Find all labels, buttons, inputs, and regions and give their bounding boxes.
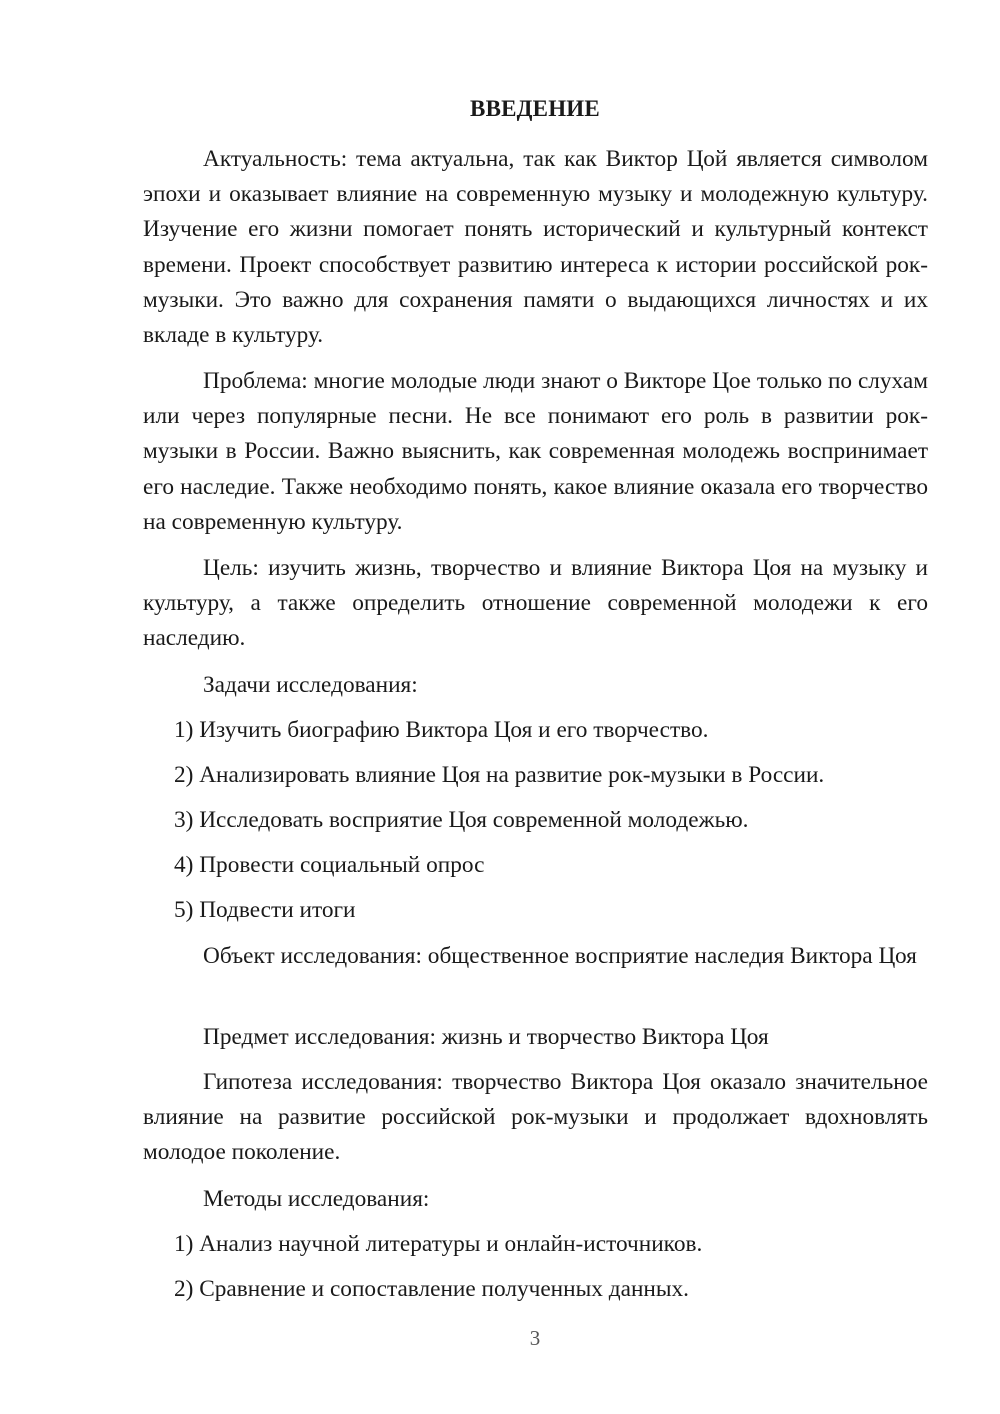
goal-paragraph: Цель: изучить жизнь, творчество и влияние Виктора Цоя на музыку и культуру, а также определить отношение современной молодежи к его наследию. xyxy=(143,555,928,652)
task-item: 5) Подвести итоги xyxy=(174,897,356,923)
relevance-paragraph: Актуальность: тема актуальна, так как Виктор Цой является символом эпохи и оказывает влияние на современную музыку и молодежную культуру. Изучение его жизни помогает понять исторический и культурный контекст времени. Проект способствует развитию интереса к истории российской рок-музыки. Это важно для сохранения памяти о выдающихся личностях и их вкладе в культуру. xyxy=(143,146,928,349)
tasks-title: Задачи исследования: xyxy=(203,672,418,698)
methods-title: Методы исследования: xyxy=(203,1186,430,1212)
task-item: 1) Изучить биографию Виктора Цоя и его творчество. xyxy=(174,717,709,743)
subject-line: Предмет исследования: жизнь и творчество Виктора Цоя xyxy=(203,1024,769,1050)
task-item: 4) Провести социальный опрос xyxy=(174,852,485,878)
task-item: 2) Анализировать влияние Цоя на развитие рок-музыки в России. xyxy=(174,762,825,788)
hypothesis-paragraph: Гипотеза исследования: творчество Виктора Цоя оказало значительное влияние на развитие российской рок-музыки и продолжает вдохновлять молодое поколение. xyxy=(143,1069,928,1166)
page-number: 3 xyxy=(529,1326,541,1350)
object-paragraph: Объект исследования: общественное восприятие наследия Виктора Цоя xyxy=(203,943,917,969)
task-item: 3) Исследовать восприятие Цоя современной молодежью. xyxy=(174,807,749,833)
method-item: 1) Анализ научной литературы и онлайн-источников. xyxy=(174,1231,703,1257)
problem-paragraph: Проблема: многие молодые люди знают о Викторе Цое только по слухам или через популярные песни. Не все понимают его роль в развитии рок-музыки в России. Важно выяснить, как современная молодежь воспринимает его наследие. Также необходимо понять, какое влияние оказала его творчество на современную культуру. xyxy=(143,368,928,535)
page-title: ВВЕДЕНИЕ xyxy=(470,96,600,121)
method-item: 2) Сравнение и сопоставление полученных данных. xyxy=(174,1276,689,1302)
